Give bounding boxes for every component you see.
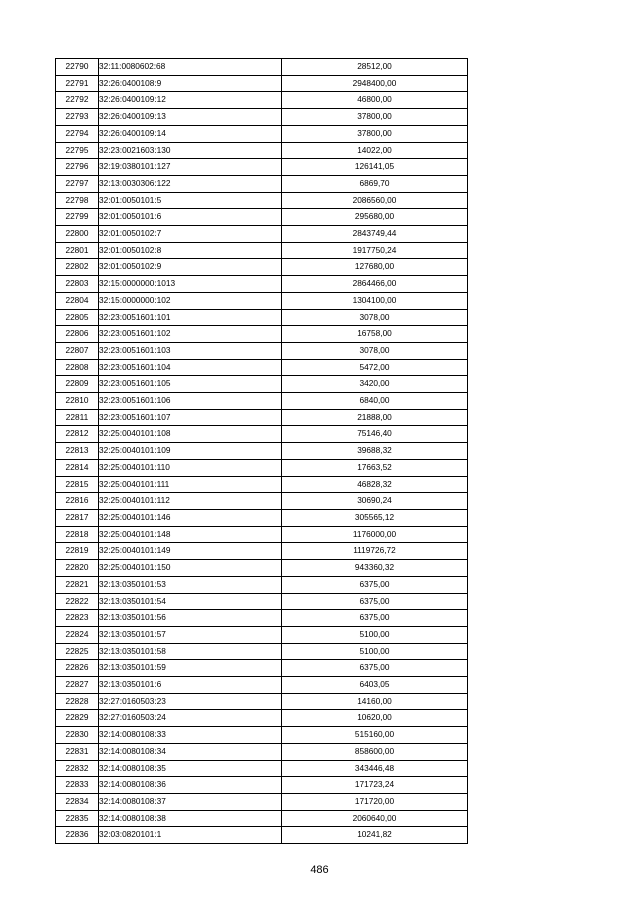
value-cell: 2843749,44: [282, 226, 468, 243]
cadastral-number-cell: 32:25:0040101:149: [99, 543, 282, 560]
value-cell: 171723,24: [282, 777, 468, 794]
cadastral-number-cell: 32:25:0040101:108: [99, 426, 282, 443]
value-cell: 126141,05: [282, 159, 468, 176]
cadastral-number-cell: 32:01:0050102:8: [99, 242, 282, 259]
value-cell: 6375,00: [282, 610, 468, 627]
value-cell: 2948400,00: [282, 75, 468, 92]
value-cell: 30690,24: [282, 493, 468, 510]
cadastral-number-cell: 32:14:0080108:38: [99, 810, 282, 827]
row-number-cell: 22795: [56, 142, 99, 159]
table-row: [56, 526, 468, 543]
cadastral-number-cell: 32:01:0050102:7: [99, 226, 282, 243]
cadastral-number-cell: 32:11:0080602:68: [99, 59, 282, 76]
cadastral-number-cell: 32:15:0000000:1013: [99, 276, 282, 293]
value-cell: 343446,48: [282, 760, 468, 777]
value-cell: 37800,00: [282, 109, 468, 126]
table-row: [56, 92, 468, 109]
value-cell: 1304100,00: [282, 292, 468, 309]
value-cell: 14022,00: [282, 142, 468, 159]
table-row: [56, 376, 468, 393]
cadastral-number-cell: 32:14:0080108:37: [99, 793, 282, 810]
row-number-cell: 22802: [56, 259, 99, 276]
value-cell: 6375,00: [282, 593, 468, 610]
table-row: [56, 677, 468, 694]
row-number-cell: 22815: [56, 476, 99, 493]
row-number-cell: 22819: [56, 543, 99, 560]
cadastral-number-cell: 32:14:0080108:34: [99, 743, 282, 760]
table-row: [56, 459, 468, 476]
value-cell: 3078,00: [282, 342, 468, 359]
cadastral-number-cell: 32:26:0400109:12: [99, 92, 282, 109]
cadastral-number-cell: 32:14:0080108:35: [99, 760, 282, 777]
row-number-cell: 22814: [56, 459, 99, 476]
table-row: [56, 660, 468, 677]
table-row: [56, 326, 468, 343]
row-number-cell: 22797: [56, 175, 99, 192]
table-row: [56, 626, 468, 643]
table-row: [56, 259, 468, 276]
table-row: [56, 393, 468, 410]
table-row: [56, 760, 468, 777]
value-cell: 46800,00: [282, 92, 468, 109]
value-cell: 5100,00: [282, 626, 468, 643]
table-row: [56, 509, 468, 526]
row-number-cell: 22801: [56, 242, 99, 259]
table-row: [56, 175, 468, 192]
cadastral-number-cell: 32:25:0040101:148: [99, 526, 282, 543]
cadastral-number-cell: 32:13:0350101:58: [99, 643, 282, 660]
table-row: [56, 643, 468, 660]
table-row: [56, 142, 468, 159]
table-row: [56, 560, 468, 577]
table-row: [56, 359, 468, 376]
row-number-cell: 22834: [56, 793, 99, 810]
table-row: [56, 226, 468, 243]
value-cell: 6375,00: [282, 576, 468, 593]
cadastral-number-cell: 32:23:0051601:106: [99, 393, 282, 410]
table-row: [56, 309, 468, 326]
table-row: [56, 743, 468, 760]
row-number-cell: 22793: [56, 109, 99, 126]
table-row: [56, 59, 468, 76]
table-row: [56, 109, 468, 126]
value-cell: 858600,00: [282, 743, 468, 760]
table-row: [56, 727, 468, 744]
row-number-cell: 22835: [56, 810, 99, 827]
cadastral-number-cell: 32:23:0051601:102: [99, 326, 282, 343]
value-cell: 295680,00: [282, 209, 468, 226]
cadastral-number-cell: 32:23:0051601:101: [99, 309, 282, 326]
value-cell: 3078,00: [282, 309, 468, 326]
cadastral-number-cell: 32:25:0040101:150: [99, 560, 282, 577]
row-number-cell: 22796: [56, 159, 99, 176]
cadastral-number-cell: 32:14:0080108:33: [99, 727, 282, 744]
table-row: [56, 342, 468, 359]
cadastral-number-cell: 32:15:0000000:102: [99, 292, 282, 309]
cadastral-number-cell: 32:13:0350101:56: [99, 610, 282, 627]
row-number-cell: 22791: [56, 75, 99, 92]
value-cell: 28512,00: [282, 59, 468, 76]
row-number-cell: 22804: [56, 292, 99, 309]
row-number-cell: 22798: [56, 192, 99, 209]
table-row: [56, 242, 468, 259]
row-number-cell: 22823: [56, 610, 99, 627]
row-number-cell: 22807: [56, 342, 99, 359]
row-number-cell: 22824: [56, 626, 99, 643]
table-row: [56, 827, 468, 844]
table-row: [56, 292, 468, 309]
value-cell: 2864466,00: [282, 276, 468, 293]
table-row: [56, 810, 468, 827]
table-row: [56, 610, 468, 627]
cadastral-number-cell: 32:25:0040101:111: [99, 476, 282, 493]
cadastral-number-cell: 32:23:0051601:103: [99, 342, 282, 359]
registry-table: [55, 58, 468, 844]
value-cell: 3420,00: [282, 376, 468, 393]
value-cell: 6403,05: [282, 677, 468, 694]
row-number-cell: 22813: [56, 443, 99, 460]
cadastral-number-cell: 32:13:0350101:57: [99, 626, 282, 643]
row-number-cell: 22805: [56, 309, 99, 326]
cadastral-number-cell: 32:26:0400109:14: [99, 125, 282, 142]
cadastral-number-cell: 32:13:0350101:6: [99, 677, 282, 694]
table-row: [56, 777, 468, 794]
table-row: [56, 576, 468, 593]
cadastral-number-cell: 32:13:0350101:54: [99, 593, 282, 610]
value-cell: 21888,00: [282, 409, 468, 426]
value-cell: 6375,00: [282, 660, 468, 677]
row-number-cell: 22810: [56, 393, 99, 410]
value-cell: 5100,00: [282, 643, 468, 660]
registry-table-body: [56, 59, 468, 844]
table-row: [56, 409, 468, 426]
cadastral-number-cell: 32:25:0040101:112: [99, 493, 282, 510]
cadastral-number-cell: 32:25:0040101:110: [99, 459, 282, 476]
value-cell: 127680,00: [282, 259, 468, 276]
row-number-cell: 22799: [56, 209, 99, 226]
cadastral-number-cell: 32:25:0040101:109: [99, 443, 282, 460]
value-cell: 171720,00: [282, 793, 468, 810]
table-row: [56, 593, 468, 610]
row-number-cell: 22832: [56, 760, 99, 777]
cadastral-number-cell: 32:14:0080108:36: [99, 777, 282, 794]
value-cell: 305565,12: [282, 509, 468, 526]
value-cell: 14160,00: [282, 693, 468, 710]
cadastral-number-cell: 32:13:0350101:59: [99, 660, 282, 677]
value-cell: 943360,32: [282, 560, 468, 577]
row-number-cell: 22831: [56, 743, 99, 760]
table-row: [56, 75, 468, 92]
table-row: [56, 493, 468, 510]
page-number: 486: [310, 864, 329, 876]
value-cell: 515160,00: [282, 727, 468, 744]
value-cell: 6840,00: [282, 393, 468, 410]
row-number-cell: 22790: [56, 59, 99, 76]
value-cell: 75146,40: [282, 426, 468, 443]
cadastral-number-cell: 32:13:0350101:53: [99, 576, 282, 593]
cadastral-number-cell: 32:27:0160503:23: [99, 693, 282, 710]
value-cell: 17663,52: [282, 459, 468, 476]
value-cell: 2060640,00: [282, 810, 468, 827]
cadastral-number-cell: 32:03:0820101:1: [99, 827, 282, 844]
row-number-cell: 22826: [56, 660, 99, 677]
row-number-cell: 22828: [56, 693, 99, 710]
value-cell: 5472,00: [282, 359, 468, 376]
cadastral-number-cell: 32:19:0380101:127: [99, 159, 282, 176]
row-number-cell: 22827: [56, 677, 99, 694]
cadastral-number-cell: 32:25:0040101:146: [99, 509, 282, 526]
row-number-cell: 22817: [56, 509, 99, 526]
cadastral-number-cell: 32:27:0160503:24: [99, 710, 282, 727]
value-cell: 16758,00: [282, 326, 468, 343]
table-row: [56, 426, 468, 443]
row-number-cell: 22825: [56, 643, 99, 660]
table-row: [56, 476, 468, 493]
cadastral-number-cell: 32:23:0021603:130: [99, 142, 282, 159]
cadastral-number-cell: 32:01:0050101:6: [99, 209, 282, 226]
row-number-cell: 22820: [56, 560, 99, 577]
table-row: [56, 276, 468, 293]
row-number-cell: 22818: [56, 526, 99, 543]
cadastral-number-cell: 32:26:0400108:9: [99, 75, 282, 92]
table-row: [56, 793, 468, 810]
value-cell: 46828,32: [282, 476, 468, 493]
cadastral-number-cell: 32:23:0051601:105: [99, 376, 282, 393]
row-number-cell: 22803: [56, 276, 99, 293]
table-row: [56, 443, 468, 460]
row-number-cell: 22808: [56, 359, 99, 376]
table-row: [56, 192, 468, 209]
table-row: [56, 125, 468, 142]
value-cell: 1119726,72: [282, 543, 468, 560]
table-row: [56, 693, 468, 710]
value-cell: 39688,32: [282, 443, 468, 460]
row-number-cell: 22821: [56, 576, 99, 593]
row-number-cell: 22800: [56, 226, 99, 243]
value-cell: 1917750,24: [282, 242, 468, 259]
row-number-cell: 22792: [56, 92, 99, 109]
cadastral-number-cell: 32:01:0050101:5: [99, 192, 282, 209]
cadastral-number-cell: 32:01:0050102:9: [99, 259, 282, 276]
value-cell: 1176000,00: [282, 526, 468, 543]
cadastral-number-cell: 32:23:0051601:107: [99, 409, 282, 426]
value-cell: 37800,00: [282, 125, 468, 142]
row-number-cell: 22830: [56, 727, 99, 744]
table-row: [56, 543, 468, 560]
value-cell: 10241,82: [282, 827, 468, 844]
value-cell: 2086560,00: [282, 192, 468, 209]
table-row: [56, 710, 468, 727]
cadastral-number-cell: 32:26:0400109:13: [99, 109, 282, 126]
table-row: [56, 209, 468, 226]
row-number-cell: 22806: [56, 326, 99, 343]
row-number-cell: 22812: [56, 426, 99, 443]
cadastral-number-cell: 32:23:0051601:104: [99, 359, 282, 376]
value-cell: 10620,00: [282, 710, 468, 727]
row-number-cell: 22809: [56, 376, 99, 393]
cadastral-number-cell: 32:13:0030306:122: [99, 175, 282, 192]
row-number-cell: 22836: [56, 827, 99, 844]
table-row: [56, 159, 468, 176]
row-number-cell: 22811: [56, 409, 99, 426]
row-number-cell: 22816: [56, 493, 99, 510]
row-number-cell: 22833: [56, 777, 99, 794]
row-number-cell: 22822: [56, 593, 99, 610]
value-cell: 6869,70: [282, 175, 468, 192]
row-number-cell: 22794: [56, 125, 99, 142]
row-number-cell: 22829: [56, 710, 99, 727]
